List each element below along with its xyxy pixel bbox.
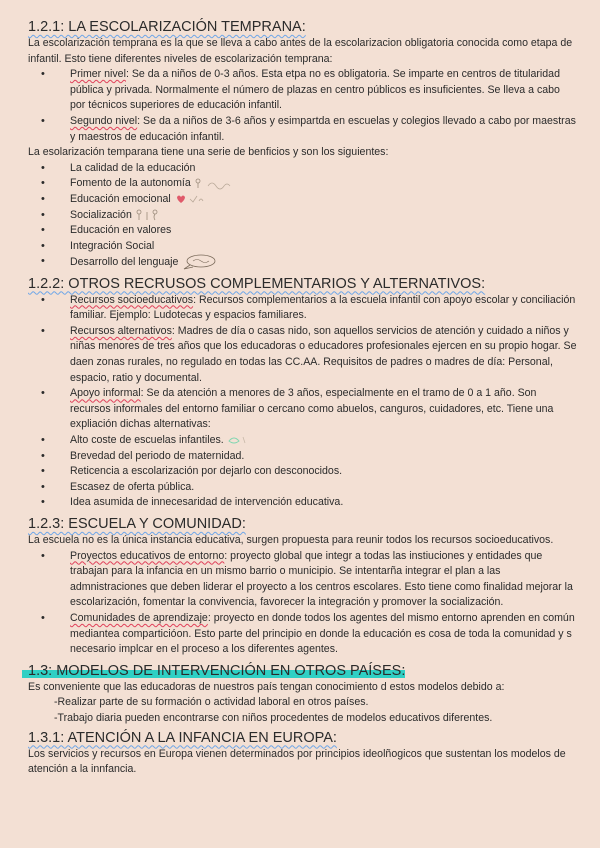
list-item-text: : Se da atención a menores de 3 años, especialmente en el tramo de 0 a 1 año. Son recursos informales del entorno familiar o cercano como abuelos, canguros, cuidadores, etc. Tiene una expliación dichas alternativas: [70, 387, 554, 431]
keyword-primer-nivel: Primer nivel [70, 68, 126, 81]
speech-bubble-doodle-icon [181, 254, 217, 270]
list-item-text: : Madres de día o casas nido, son aquellos servicios de atención y cuidado a niños y niñas menores de tres años que los educadoras o educadores profesionales ejercen en su propio hogar. Se daen zonas rurales, no regulado en todas las CC.AA. Requisitos de padres o madres de día: Personal, espacio, ratio y documental. [70, 324, 577, 384]
list-item: • Integración Social [70, 239, 578, 255]
list-item-text: Alto coste de escuelas infantiles. [70, 434, 224, 447]
heart-doodle-icon [174, 193, 204, 205]
heading-1-2-1: 1.2.1: LA ESCOLARIZACIÓN TEMPRANA: [28, 19, 306, 35]
levels-list [28, 67, 578, 145]
list-item-text: : Se da a niños de 0-3 años. Esta etpa no es obligatoria. Se imparte en centros de titularidad pública y privada. Normalmente el número de plazas en centro públicos es insuficientes. Se lleva a cabo por técnicos superiores de educación infantil. [70, 68, 560, 112]
list-item [70, 114, 578, 145]
list-item-text: Desarrollo del lenguaje [70, 256, 179, 269]
list-item: • Escasez de oferta pública. [70, 480, 578, 496]
list-item [70, 549, 578, 611]
list-item [70, 192, 578, 208]
community-list [28, 549, 578, 658]
leaf-doodle-icon [227, 435, 249, 445]
paragraph-escuela-intro: La escuela no es la única instancia educativa, surgen propuesta para reunir todos los recursos socioeducativos. [28, 534, 554, 547]
list-item-text: Educación emocional [70, 192, 171, 205]
list-item-text: Fomento de la autonomía [70, 177, 191, 190]
keyword-apoyo-informal: Apoyo informal [70, 387, 141, 400]
keyword-recursos-alternativos: Recursos alternativos [70, 324, 172, 337]
paragraph-modelos-intro: Es conveniente que las educadoras de nuestros país tengan conocimiento d estos modelos debido a: [28, 680, 505, 693]
keyword-comunidades-aprendizaje: Comunidades de aprendizaje [70, 611, 208, 624]
list-item-text: : proyecto global que integr a todas las instiuciones y entidades que trabajan para la infancia en un mismo barrio o municipio. Se intentarña integrar el plan a las admnistraciones que deben liderar el proyecto a los centros escolares. Esto tiene como finalidad mejorar la escolarización, fomentar la convivencia, favorecer la integración y promover la socialización. [70, 549, 573, 609]
list-item: • Educación en valores [70, 223, 578, 239]
list-item [70, 611, 578, 658]
list-item-text: : proyecto en donde todos los agentes del mismo entorno aprenden en común mediantea comparticióon. Esto parte del principio en donde la educación es cosa de toda la comunidad y s necesario implcar en el proceso a los diferentes agentes. [70, 611, 575, 656]
list-item [70, 433, 578, 449]
list-item-text: : Se da a niños de 3-6 años y esimpartda en escuelas y colegios llevado a cabo por maestras y maestros de educación infantil. [70, 114, 576, 143]
list-item-text: Socialización [70, 208, 132, 221]
list-item [70, 324, 578, 386]
list-item: • Brevedad del periodo de maternidad. [70, 449, 578, 465]
keyword-proyectos-educativos: Proyectos educativos de entorno [70, 549, 225, 562]
list-item-text: : Recursos complementarios a la escuela infantil con apoyo escolar y conciliación familiar. Ejemplo: Ludotecas y espacios familiares. [70, 293, 576, 322]
paragraph-escolarizacion-intro: La escolarización temprana es la que se lleva a cabo antes de la escolarizacion obligatoria conocida como etapa de infantil. Esto tiene diferentes niveles de escolarización temprana: [28, 37, 573, 65]
people-doodle-icon [135, 209, 161, 221]
list-item [70, 176, 578, 192]
list-item [70, 254, 578, 270]
heading-1-2-2: 1.2.2: OTROS RECRUSOS COMPLEMENTARIOS Y ALTERNATIVOS: [28, 275, 486, 292]
resources-list [28, 293, 578, 433]
list-item: • Reticencia a escolarización por dejarlo con desconocidos. [70, 464, 578, 480]
list-item: • Idea asumida de innecesaridad de intervención educativa. [70, 495, 578, 511]
heading-1-3-1: 1.3.1: ATENCIÓN A LA INFANCIA EN EUROPA: [28, 729, 337, 746]
keyword-recursos-socioeducativos: Recursos socioeducativos [70, 293, 194, 306]
keyword-segundo-nivel: Segundo nivel [70, 114, 138, 127]
reasons-list [28, 433, 578, 511]
paragraph-benefits-intro: La esolarización temparana tiene una serie de benficios y son los siguientes: [28, 146, 389, 159]
point-formacion: -Realizar parte de su formación o actividad laboral en otros países. [54, 696, 369, 709]
autonomy-doodle-icon [194, 178, 234, 190]
list-item [70, 386, 578, 433]
list-item [70, 293, 578, 324]
list-item [70, 208, 578, 224]
paragraph-europa-intro: Los servicios y recursos en Europa vienen determinados por principios ideolñogicos que sustentan los modelos de atención a la innfancia. [28, 747, 566, 776]
heading-1-2-3: 1.2.3: ESCUELA Y COMUNIDAD: [28, 516, 246, 533]
benefits-list [28, 161, 578, 271]
heading-1-3: 1.3: MODELOS DE INTERVENCIÓN EN OTROS PAÍSES: [22, 662, 405, 680]
list-item [70, 67, 578, 114]
point-trabajo: -Trabajo diaria pueden encontrarse con niños procedentes de modelos educativos diferentes. [54, 711, 493, 724]
list-item: • La calidad de la educación [70, 161, 578, 177]
